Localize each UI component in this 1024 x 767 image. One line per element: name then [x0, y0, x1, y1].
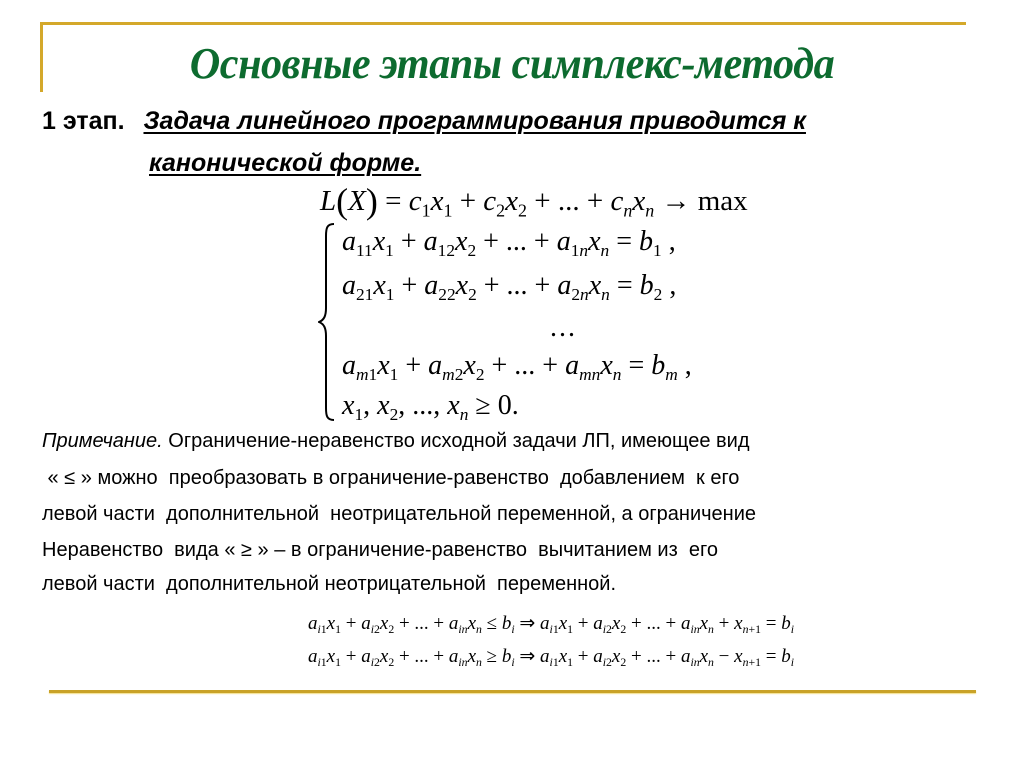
stage-task-line2: канонической форме. [149, 149, 422, 177]
note-line-1: Примечание. Ограничение-неравенство исходной задачи ЛП, имеющее вид [42, 430, 750, 452]
stage-task-line1: Задача линейного программирования приводится к [143, 107, 806, 135]
note-line-2: « ≤ » можно преобразовать в ограничение-равенство добавлением к его [42, 467, 740, 489]
stage-number: 1 этап. [42, 107, 125, 135]
objective-function: $L(X) = c_1x_1 + c_2x_2$ + ... + $c_nx_n \to \max$ [320, 181, 748, 221]
transform-le: $a_{i1}x_1 + a_{i2}x_2$ + ... + $a_{in}x_n \le b_i$ ⇒ $a_{i1}x_1 + a_{i2}x_2$ + ... + $a_{in}x_n + x_{n+1} = b_i$ [308, 613, 794, 637]
constraint-ellipsis: ... [550, 312, 577, 343]
bottom-divider [49, 690, 976, 693]
transform-ge: $a_{i1}x_1 + a_{i2}x_2$ + ... + $a_{in}x_n \ge b_i$ ⇒ $a_{i1}x_1 + a_{i2}x_2$ + ... + $a_{in}x_n - x_{n+1} = b_i$ [308, 646, 794, 670]
note-line-5: левой части дополнительной неотрицательной переменной. [42, 573, 617, 595]
constraint-1: $a_{11}x_1 + a_{12}x_2$ + ... + $a_{1n}x_n = b_1$ , [342, 226, 676, 261]
non-negativity-constraint: $x_1$, $x_2$, ..., $x_n \ge 0$. [342, 390, 519, 425]
constraint-2: $a_{21}x_1 + a_{22}x_2$ + ... + $a_{2n}x_n = b_2$ , [342, 270, 677, 305]
constraint-m: $a_{m1}x_1 + a_{m2}x_2$ + ... + $a_{mn}x_n = b_m$ , [342, 350, 692, 385]
note-line-4: Неравенство вида « ≥ » – в ограничение-равенство вычитанием из его [42, 539, 718, 561]
note-label: Примечание. [42, 430, 163, 452]
stage-heading [42, 100, 806, 142]
note-line-3: левой части дополнительной неотрицательной переменной, а ограничение [42, 503, 757, 525]
system-brace-icon [318, 222, 338, 422]
slide-title: Основные этапы симплекс-метода [189, 39, 835, 88]
top-divider [40, 22, 966, 25]
